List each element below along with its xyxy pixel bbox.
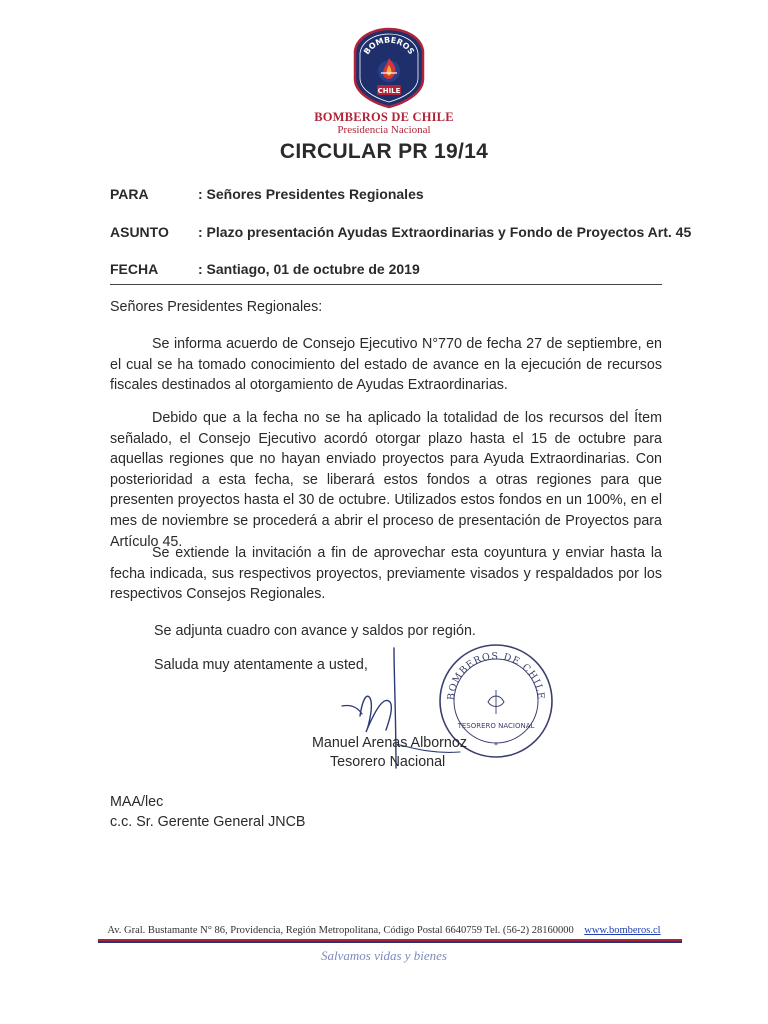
svg-text:BOMBEROS DE CHILE: BOMBEROS DE CHILE bbox=[445, 650, 547, 701]
paragraph-4: Se adjunta cuadro con avance y saldos por región. bbox=[154, 623, 476, 639]
para-value: : Señores Presidentes Regionales bbox=[198, 186, 424, 202]
svg-text:*: * bbox=[494, 741, 498, 750]
svg-text:BOMBEROS: BOMBEROS bbox=[362, 35, 416, 57]
address-text: Av. Gral. Bustamante N° 86, Providencia, Región Metropolitana, Código Postal 6640759 Tel. (56-2) 28160000 bbox=[107, 925, 574, 936]
paragraph-2: Debido que a la fecha no se ha aplicado la totalidad de los recursos del Ítem señalado, el Consejo Ejecutivo acordó otorgar plazo hasta el 15 de octubre para aquellas regiones que no hayan enviado proyectos para Ayuda Extraordinarias. Con posterioridad a esta fecha, se liberará estos fondos a otras regiones para que presenten proyectos hasta el 30 de octubre. Utilizados estos fondos en un 100%, en el mes de noviembre se procederá a abrir el proceso de presentación de Proyectos para Artículo 45. bbox=[110, 410, 662, 550]
initials: MAA/lec bbox=[110, 794, 164, 810]
circular-title: CIRCULAR PR 19/14 bbox=[279, 140, 489, 163]
signer-role: Tesorero Nacional bbox=[330, 754, 446, 770]
header-divider bbox=[110, 284, 662, 285]
carbon-copy: c.c. Sr. Gerente General JNCB bbox=[110, 814, 306, 830]
closing-line: Saluda muy atentamente a usted, bbox=[154, 657, 368, 673]
paragraph-1: Se informa acuerdo de Consejo Ejecutivo N°770 de fecha 27 de septiembre, en el cual se ha tomado conocimiento del estado de avance en la ejecución de recursos fiscales destinados al otorgamiento de Ayudas Extraordinarias. bbox=[110, 336, 662, 394]
footer-address bbox=[0, 925, 768, 936]
asunto-value: : Plazo presentación Ayudas Extraordinarias y Fondo de Proyectos Art. 45 bbox=[198, 224, 692, 240]
paragraph-3: Se extiende la invitación a fin de aprovechar esta coyuntura y enviar hasta la fecha indicada, sus respectivos proyectos, previamente visados y respaldados por los respectivos Consejos Regionales. bbox=[110, 545, 662, 603]
organization-subtitle: Presidencia Nacional bbox=[337, 124, 431, 136]
svg-text:TESORERO NACIONAL: TESORERO NACIONAL bbox=[457, 722, 535, 730]
footer-rule-blue bbox=[98, 941, 682, 943]
fecha-value: : Santiago, 01 de octubre de 2019 bbox=[198, 261, 420, 277]
website-link[interactable]: www.bomberos.cl bbox=[584, 925, 661, 936]
para-label: PARA bbox=[110, 186, 149, 202]
fecha-label: FECHA bbox=[110, 261, 159, 277]
organization-name: BOMBEROS DE CHILE bbox=[314, 110, 454, 124]
svg-text:CHILE: CHILE bbox=[377, 87, 401, 95]
salutation: Señores Presidentes Regionales: bbox=[110, 299, 323, 315]
asunto-label: ASUNTO bbox=[110, 224, 169, 240]
signer-name: Manuel Arenas Albornoz bbox=[312, 735, 467, 751]
bomberos-shield-logo bbox=[353, 27, 425, 109]
footer-motto: Salvamos vidas y bienes bbox=[320, 948, 447, 963]
